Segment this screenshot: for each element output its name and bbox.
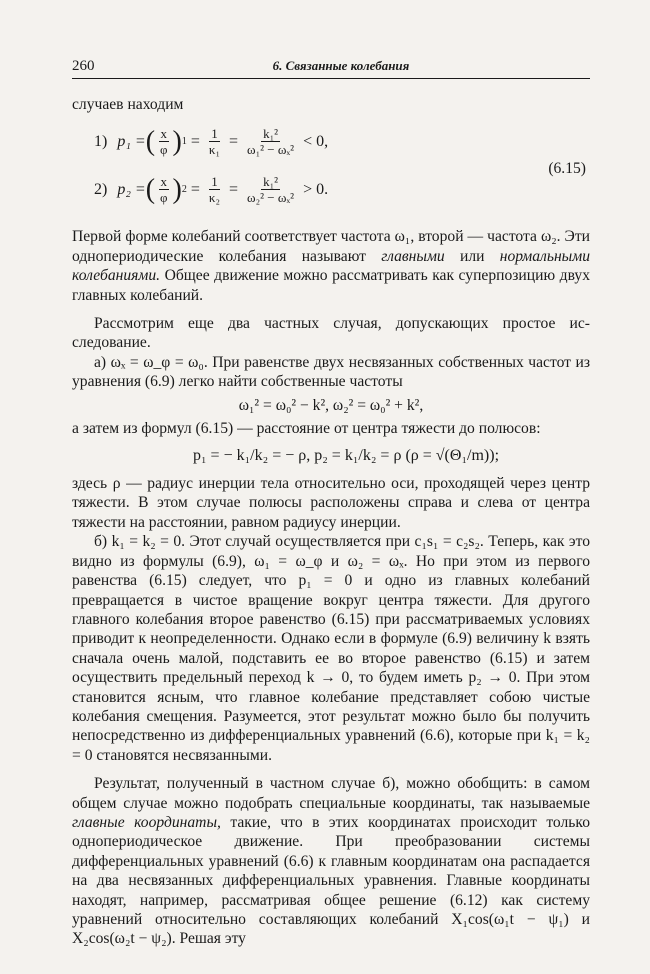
book-page	[72, 58, 590, 949]
paragraph-radius: здесь ρ — радиус инерции тела относительно оси, проходящей через центр тяжести. В этом случае полюсы расположены справа и слева от центра тяжести на расстоянии, равном радиусу инерции.	[72, 475, 590, 531]
chapter-title: 6. Связанные колебания	[272, 58, 410, 73]
intro-line: случаев находим	[72, 96, 184, 113]
header-rule	[72, 78, 590, 79]
paragraph-main-oscillations: Первой форме колебаний соответствует частота ω₁, второй — частота ω₂. Эти однопериодические колебания называют главными или нормальными колебаниями. Общее движение можно рассматривать как суперпозицию двух главных колебаний.	[72, 228, 590, 304]
equation-poles: p₁ = − k₁/k₂ = − ρ, p₂ = k₁/k₂ = ρ (ρ = √(Θ₁/m));	[192, 447, 500, 465]
equation-frequencies: ω₁² = ω₀² − k², ω₂² = ω₀² + k²,	[238, 396, 424, 414]
page-number: 260	[72, 58, 95, 74]
equation-line-2: 2) p₂ = ( $\frac{x}{\varphi}$ ) 2 = $\frac{1}{\text{κ₂}}$ = $\frac{\text{k₁²}}{\text{ω₂² − ωₓ²}}$ > 0.	[94, 173, 329, 206]
paragraph-poles: а затем из формул (6.15) — расстояние от центра тяжести до полюсов:	[72, 419, 541, 437]
equation-number: (6.15)	[548, 160, 586, 178]
paragraph-principal-coordinates: Результат, полученный в частном случае б), можно обобщить: в самом общем случае можно подобрать специальные координаты, так называемые главные координаты, такие, что в этих координатах происходит только однопериодическое движение. При преобразовании системы дифференциальных уравнений (6.6) к главным координатам она распадается на два несвязанных дифференциальных уравнения. Главные координаты находят, например, рассматривая общее решение (6.12) как систему уравнений относительно составляющих колебаний X₁cos(ω₁t − ψ₁) и X₂cos(ω₂t − ψ₂). Решая эту	[72, 775, 590, 948]
running-header	[72, 58, 590, 76]
equation-line-1: 1) p₁ = ( $\frac{x}{\varphi}$ ) 1 = $\frac{1}{\text{κ₁}}$ = $\frac{\text{k₁²}}{\text{ω₁² − ωₓ²}}$ < 0,	[94, 125, 329, 158]
paragraph-case-a: а) ωₓ = ω_φ = ω₀. При равенстве двух несвязанных собственных частот из уравнения (6.9) легко найти собственные частоты	[72, 353, 590, 391]
equation-6-15	[72, 120, 590, 221]
paragraph-case-b: б) k₁ = k₂ = 0. Этот случай осуществляется при c₁s₁ = c₂s₂. Теперь, как это видно из формулы (6.9), ω₁ = ω_φ и ω₂ = ωₓ. Но при этом из первого равенства (6.15) следует, что p₁ = 0 и одно из главных колебаний превращается в чистое вращение вокруг центра тяжести. Для другого главного колебания второе равенство (6.15) при рассматриваемых условиях приводит к неопределенности. Однако если в формуле (6.9) величину k взять сначала очень малой, подставить ее во второе равенство (6.15) и затем осуществить предельный переход k → 0, то будем иметь p₂ → 0. При этом становится ясным, что главное колебание представляет собою чистые колебания смещения. Разумеется, этот результат можно было бы получить непосредственно из дифференциальных уравнений (6.6), которые при k₁ = k₂ = 0 становятся несвязанными.	[72, 533, 590, 764]
paragraph-special-cases: Рассмотрим еще два частных случая, допускающих простое исследование.	[72, 315, 590, 352]
